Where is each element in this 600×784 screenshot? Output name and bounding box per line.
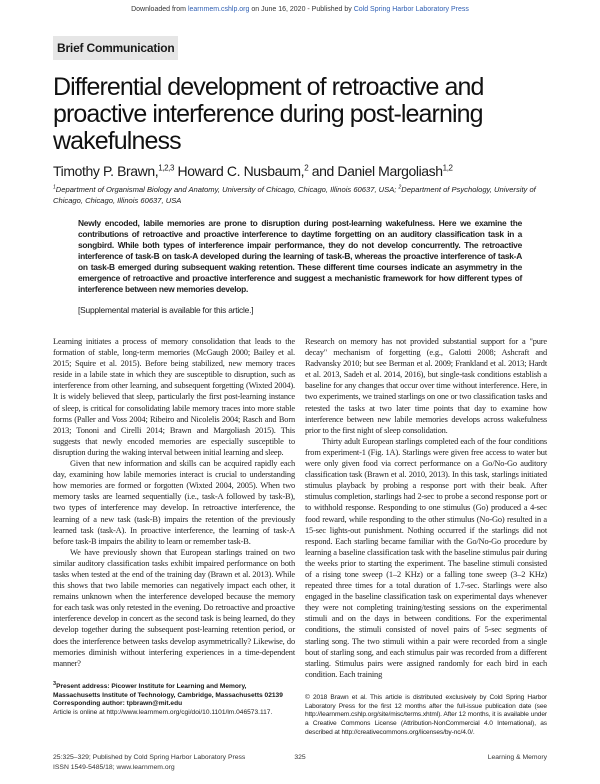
body-column-left xyxy=(53,336,295,669)
author: Timothy P. Brawn, xyxy=(53,163,159,179)
download-banner xyxy=(0,5,600,14)
paragraph: Given that new information and skills can be acquired rapidly each day, examining how labile memories interact is crucial to understanding how memories are formed or forgotten (Wixted 2004, 2005). When two memory tasks are learned sequentially (i.e., task-A followed by task-B), two types of interference may develop. In retroactive interference, the learning of a new task (task-B) impairs the retention of the previously learned task (task-A). In proactive interference, the learning of task-A before task-B impairs the ability to learn or remember task-B. xyxy=(53,459,295,546)
author-affil-sup: 1,2,3 xyxy=(158,163,175,173)
affiliations xyxy=(53,184,547,206)
journal-name: Learning & Memory xyxy=(487,754,547,762)
supplemental-note: [Supplemental material is available for this article.] xyxy=(78,305,254,315)
page-footer xyxy=(53,753,547,772)
paragraph: Thirty adult European starlings completed each of the four conditions from experiment-1 (Fig. 1A). Starlings were given free access to water but were only given food via correct performance on a Go/No-Go auditory classification task (Brawn et al. 2010, 2013). In this task, starlings initiated stimulus playback by probing a response port with their beak. After stimulus completion, starlings had 2-sec to probe a second response port or to withhold response. Responding to one stimulus (Go) produced a 4-sec food reward, while responding to the other stimulus (No-Go) resulted in a 15-sec lights-out punishment. Nothing occurred if the starlings did not respond. Each starling became familiar with the Go/No-Go procedure by learning a baseline classification task with the baseline stimulus pair during the weeks prior to starting the experiment. The baseline stimuli consisted of a rising tone sweep (1–2 KHz) or a falling tone sweep (3–2 KHz) repeated three times for a total duration of 1.7-sec. Starlings were also engaged in the baseline classification task on experimental days whenever they were not completing training/testing sessions on the experimental stimuli and on the days in between conditions. For the experimental conditions, the stimuli consisted of novel pairs of 5-sec segments of starling song. The two stimuli within a pair were recorded from a single bout of starling song, and each stimulus pair was recorded from a different starling. Stimulus pairs were assigned randomly for each bird in each condition. Each training xyxy=(305,436,547,679)
author: and Daniel Margoliash xyxy=(311,163,443,179)
affiliation-2: Department of Psychology, University of Chicago, Chicago, Illinois 60637, USA xyxy=(53,185,536,205)
section-label-wrap xyxy=(53,36,547,60)
banner-middle: on June 16, 2020 - Published by xyxy=(251,6,352,13)
article-online-link[interactable]: Article is online at http://www.learnmem.org/cgi/doi/10.1101/lm.046573.117. xyxy=(53,708,273,716)
affil-sup: 1 xyxy=(53,184,56,191)
footer-citation: 25:325–329; Published by Cold Spring Harbor Laboratory Press xyxy=(53,754,246,762)
author-affil-sup: 1,2 xyxy=(442,163,453,173)
body-columns xyxy=(53,336,547,737)
footnote-sup: 3 xyxy=(53,680,57,687)
author-list xyxy=(53,163,547,180)
footnotes xyxy=(53,680,295,718)
paragraph: We have previously shown that European starlings trained on two similar auditory classification tasks exhibit impaired performance on both tasks when tested at the end of the training day (Brawn et al. 2013). While this shows that two labile memories can negatively impact each other, it remains unknown when the interference developed because the memory for each task was only retested in the evening. Do retroactive and proactive interference develop in concert as the second task is being learned, do they develop together during the subsequent post-learning retention period, or does the interference between tasks develop asymmetrically? Likewise, do memories diminish without interfering experiences in a time-dependent manner? xyxy=(53,547,295,668)
left-column-wrap xyxy=(53,336,295,737)
article-title: Differential development of retroactive and proactive interference during post-learning wakefulness xyxy=(53,73,484,155)
author-affil-sup: 2 xyxy=(304,163,309,173)
present-address: Present address: Picower Institute for Learning and Memory, Massachusetts Institute of Technology, Cambridge, Massachusetts 02139 xyxy=(53,682,283,699)
banner-prefix: Downloaded from xyxy=(131,6,186,13)
site-link[interactable]: learnmem.cshlp.org xyxy=(187,6,250,13)
publisher-link[interactable]: Cold Spring Harbor Laboratory Press xyxy=(353,6,469,13)
affiliation-1: Department of Organismal Biology and Anatomy, University of Chicago, Chicago, Illinois 60637, USA; xyxy=(55,185,399,194)
copyright-notice: © 2018 Brawn et al. This article is distributed exclusively by Cold Spring Harbor Laboratory Press for the first 12 months after the full-issue publication date (see http://learnmem.cshlp.org/site/misc/terms.xhtml). After 12 months, it is available under a Creative Commons License (Attribution-NonCommercial 4.0 International), as described at http://creativecommons.org/licenses/by-nc/4.0/. xyxy=(305,693,547,736)
author: Howard C. Nusbaum, xyxy=(177,163,305,179)
footer-issn: ISSN 1549-5485/18; www.learnmem.org xyxy=(53,763,175,771)
paragraph: Learning initiates a process of memory consolidation that leads to the formation of stable, long-term memories (McGaugh 2000; Bailey et al. 2015; Squire et al. 2015). Before being stabilized, new memory traces reside in a labile state in which they are susceptible to disruption, such as interference from other learning, and subsequent forgetting (Wixted 2004). It is widely believed that sleep, particularly the first post-learning instance of sleep, is critical for consolidating labile memory traces into more stable forms (Paller and Voss 2004; Ribeiro and Nicolelis 2004; Rasch and Born 2013; Tononi and Cirelli 2014; Brawn and Margoliash 2015). This suggests that newly encoded memories are especially susceptible to disruption during the waking interval between initial learning and sleep. xyxy=(53,337,295,457)
body-column-right xyxy=(305,336,547,680)
corresponding-author: Corresponding author: tpbrawn@mit.edu xyxy=(53,700,183,708)
right-column-wrap xyxy=(305,336,547,737)
footer-citation-block xyxy=(53,753,284,772)
section-label: Brief Communication xyxy=(53,36,178,60)
abstract: Newly encoded, labile memories are prone to disruption during post-learning wakefulness. Here we examine the contributions of retroactive and proactive interference to daytime forgetting on an auditory classification task in a songbird. While both types of interference impair performance, they do not develop concurrently. The retroactive interference of task-B on task-A developed during the learning of task-B, whereas the proactive interference of task-A on task-B emerged during subsequent waking retention. These different time courses indicate an asymmetry in the emergence of retroactive and proactive interference and suggest a mechanistic framework for how different types of interference between new memories develop. xyxy=(78,218,522,294)
page-number: 325 xyxy=(294,754,306,762)
paragraph: Research on memory has not provided substantial support for a "pure decay" mechanism of forgetting (e.g., Galotti 2008; Ashcraft and Radvansky 2010; but see Berman et al. 2009; Frankland et al. 2013; Hardt et al. 2013, Sadeh et al. 2014, 2016), but single-task conditions establish a baseline for any changes that occur over time without interference. Here, in two experiments, we trained starlings on one or two classification tasks and retested the tasks at two later time points that day to examine how interference between new labile memories develops across wakefulness prior to the first night of sleep consolidation. xyxy=(305,337,547,435)
affil-sup: 2 xyxy=(398,184,402,191)
